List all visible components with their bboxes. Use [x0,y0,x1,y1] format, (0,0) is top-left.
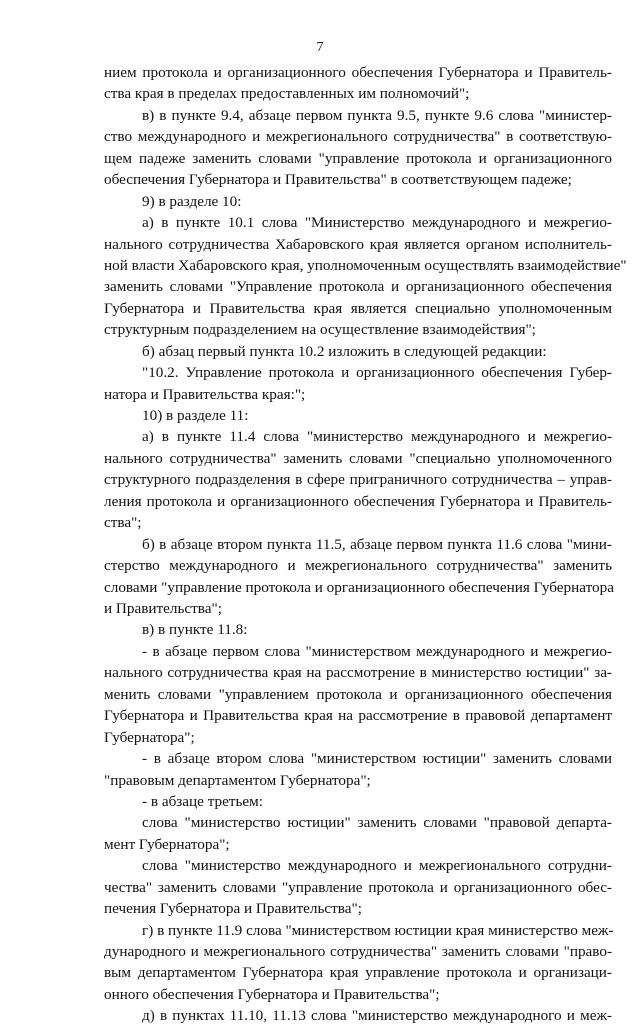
text-line: щем падеже заменить словами "управление протокола и организационного [104,149,612,167]
text-line: - в абзаце втором слова "министерством юстиции" заменить словами [142,750,612,768]
text-line: слова "министерство международного и межрегионального сотрудни- [142,857,612,875]
page-number: 7 [316,40,324,55]
text-line: чества" заменить словами "управление протокола и организационного обес- [104,878,612,896]
text-line: б) абзац первый пункта 10.2 изложить в следующей редакции: [142,342,547,360]
text-line: д) в пунктах 11.10, 11.13 слова "министерство международного и меж- [142,1007,612,1025]
text-line: Губернатора и Правительства края является специально уполномоченным [104,299,612,317]
text-line: печения Губернатора и Правительства"; [104,900,362,918]
text-line: Губернатора"; [104,728,195,746]
text-line: б) в абзаце втором пункта 11.5, абзаце первом пункта 11.6 слова "мини- [142,535,612,553]
text-line: ства края в пределах предоставленных им полномочий"; [104,85,470,103]
text-line: 10) в разделе 11: [142,407,249,425]
text-line: в) в пункте 9.4, абзаце первом пункта 9.5, пункте 9.6 слова "министер- [142,106,612,124]
text-line: "10.2. Управление протокола и организационного обеспечения Губер- [142,364,612,382]
text-line: мент Губернатора"; [104,835,230,853]
text-line: натора и Правительства края:"; [104,385,306,403]
text-line: заменить словами "Управление протокола и организационного обеспечения [104,278,612,296]
text-line: Губернатора и Правительства края на рассмотрение в правовой департамент [104,707,612,725]
text-line: г) в пункте 11.9 слова "министерством юстиции края министерство меж- [142,921,614,939]
text-line: ления протокола и организационного обеспечения Губернатора и Правитель- [104,492,612,510]
text-line: нального сотрудничества" заменить словами "специально уполномоченного [104,449,612,467]
text-line: структурным подразделением на осуществление взаимодействия"; [104,321,536,339]
text-line: ной власти Хабаровского края, уполномоченным осуществлять взаимодействие" [104,256,627,274]
text-line: - в абзаце третьем: [142,792,263,810]
text-line: слова "министерство юстиции" заменить словами "правовой департа- [142,814,612,832]
text-line: дународного и межрегионального сотрудничества" заменить словами "право- [104,943,612,961]
text-line: - в абзаце первом слова "министерством международного и межрегио- [142,642,612,660]
text-line: структурного подразделения в сфере приграничного сотрудничества – управ- [104,471,612,489]
text-line: "правовым департаментом Губернатора"; [104,771,371,789]
text-line: онного обеспечения Губернатора и Правительства"; [104,985,440,1003]
text-line: и Правительства"; [104,600,222,617]
text-line: стерство международного и межрегионального сотрудничества" заменить [104,557,612,575]
text-line: нального сотрудничества края на рассмотрение в министерство юстиции" за- [104,664,612,682]
text-line: нием протокола и организационного обеспечения Губернатора и Правитель- [104,64,612,81]
text-line: ства"; [104,514,142,532]
text-line: обеспечения Губернатора и Правительства" в соответствующем падеже; [104,171,572,189]
text-line: нального сотрудничества Хабаровского края является органом исполнитель- [104,235,612,253]
text-line: 9) в разделе 10: [142,192,242,210]
text-line: словами "управление протокола и организационного обеспечения Губернатора [104,578,614,596]
text-line: в) в пункте 11.8: [142,621,248,639]
text-line: а) в пункте 11.4 слова "министерство международного и межрегио- [142,428,612,446]
text-line: ство международного и межрегионального сотрудничества" в соответствую- [104,128,612,146]
text-line: вым департаментом Губернатора края управление протокола и организаци- [104,964,612,982]
text-line: а) в пункте 10.1 слова "Министерство международного и межрегио- [142,214,612,232]
text-line: менить словами "управлением протокола и организационного обеспечения [104,685,612,703]
